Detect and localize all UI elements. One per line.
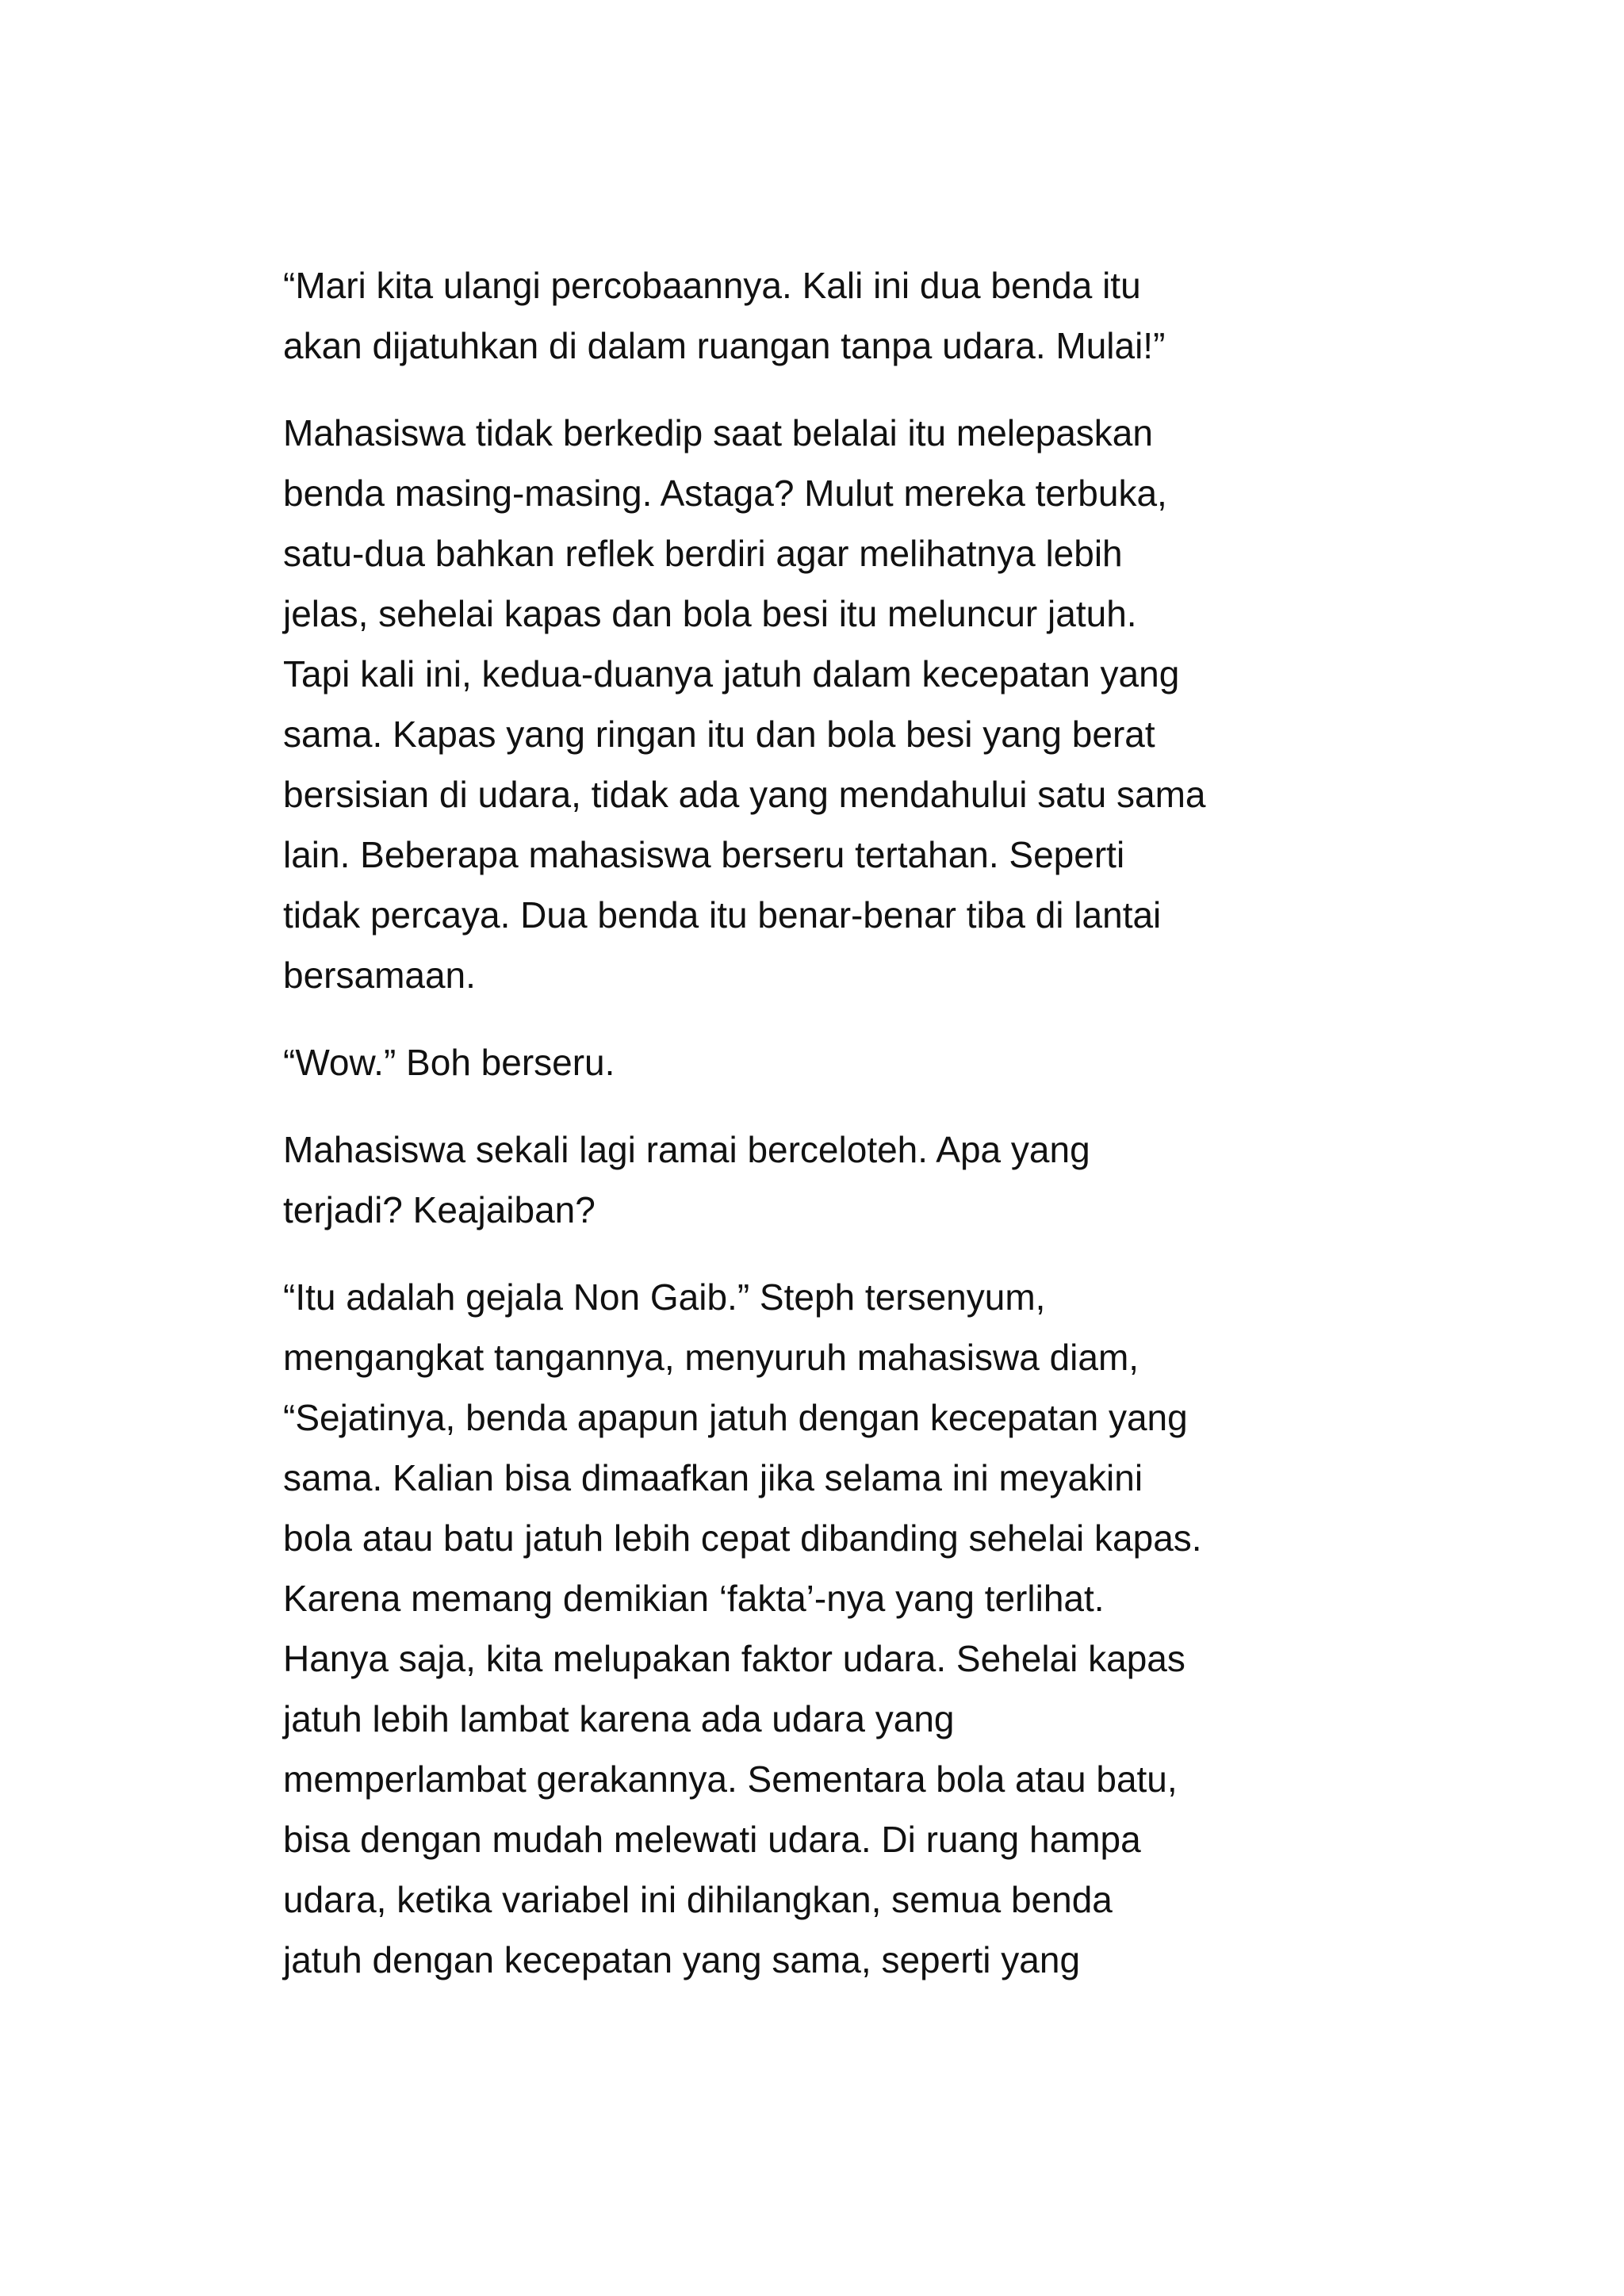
body-text xyxy=(283,255,1377,2017)
text-line: sama. Kalian bisa dimaafkan jika selama ini meyakini xyxy=(283,1457,1143,1498)
text-line: benda masing-masing. Astaga? Mulut mereka terbuka, xyxy=(283,473,1167,514)
text-line: jelas, sehelai kapas dan bola besi itu meluncur jatuh. xyxy=(283,593,1137,634)
text-line: udara, ketika variabel ini dihilangkan, semua benda xyxy=(283,1879,1113,1920)
text-line: Mahasiswa sekali lagi ramai berceloteh. Apa yang xyxy=(283,1129,1090,1170)
text-line: bola atau batu jatuh lebih cepat dibanding sehelai kapas. xyxy=(283,1517,1202,1559)
text-line: bisa dengan mudah melewati udara. Di ruang hampa xyxy=(283,1819,1141,1860)
text-line: bersamaan. xyxy=(283,955,476,996)
text-line: lain. Beberapa mahasiswa berseru tertahan. Seperti xyxy=(283,834,1125,875)
text-line: bersisian di udara, tidak ada yang mendahului satu sama xyxy=(283,774,1206,815)
text-line: “Mari kita ulangi percobaannya. Kali ini dua benda itu xyxy=(283,265,1141,306)
paragraph-5 xyxy=(283,1267,1377,1990)
text-line: “Sejatinya, benda apapun jatuh dengan kecepatan yang xyxy=(283,1397,1188,1438)
text-line: Hanya saja, kita melupakan faktor udara. Sehelai kapas xyxy=(283,1638,1185,1679)
text-line: jatuh dengan kecepatan yang sama, seperti yang xyxy=(283,1939,1081,1980)
paragraph-1 xyxy=(283,255,1377,376)
paragraph-4 xyxy=(283,1119,1377,1240)
text-line: sama. Kapas yang ringan itu dan bola besi yang berat xyxy=(283,714,1155,755)
text-line: jatuh lebih lambat karena ada udara yang xyxy=(283,1698,955,1739)
text-line: “Wow.” Boh berseru. xyxy=(283,1042,615,1083)
text-line: Tapi kali ini, kedua-duanya jatuh dalam kecepatan yang xyxy=(283,653,1180,695)
text-line: mengangkat tangannya, menyuruh mahasiswa diam, xyxy=(283,1337,1139,1378)
text-line: akan dijatuhkan di dalam ruangan tanpa udara. Mulai!” xyxy=(283,325,1166,366)
text-line: tidak percaya. Dua benda itu benar-benar tiba di lantai xyxy=(283,894,1162,936)
text-line: “Itu adalah gejala Non Gaib.” Steph tersenyum, xyxy=(283,1276,1046,1318)
text-line: memperlambat gerakannya. Sementara bola atau batu, xyxy=(283,1758,1178,1800)
paragraph-3 xyxy=(283,1032,1377,1093)
text-line: Karena memang demikian ‘fakta’-nya yang terlihat. xyxy=(283,1578,1105,1619)
paragraph-2 xyxy=(283,403,1377,1005)
text-line: terjadi? Keajaiban? xyxy=(283,1189,596,1230)
text-line: Mahasiswa tidak berkedip saat belalai itu melepaskan xyxy=(283,412,1153,453)
text-line: satu-dua bahkan reflek berdiri agar melihatnya lebih xyxy=(283,533,1123,574)
